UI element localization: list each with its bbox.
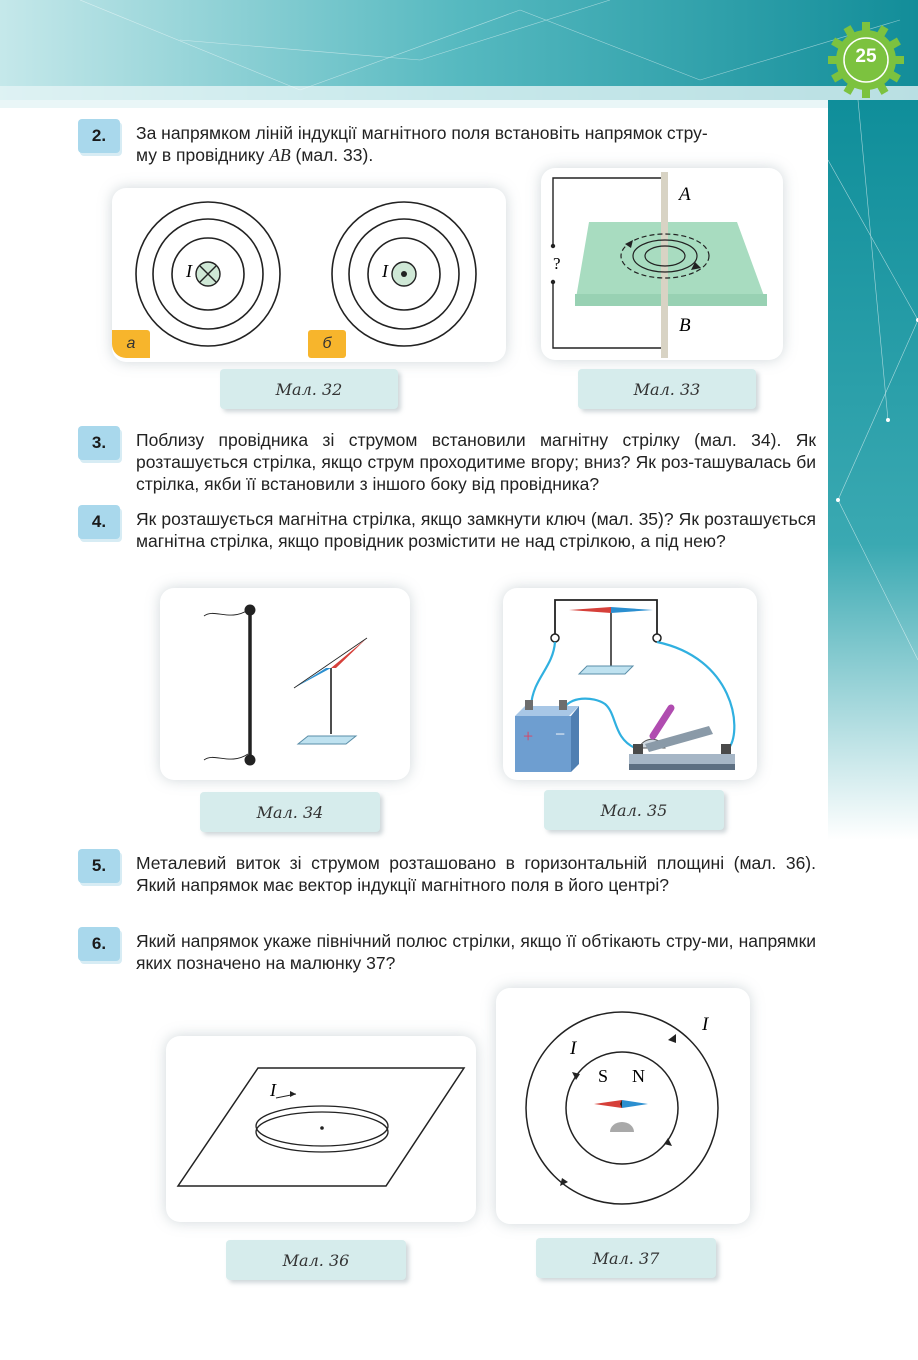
current-label-a: I bbox=[186, 261, 192, 281]
caption-fig-32: Мал. 32 bbox=[220, 369, 398, 409]
caption-fig-35: Мал. 35 bbox=[544, 790, 724, 830]
figure-37-drawing bbox=[496, 988, 750, 1224]
battery-plus: + bbox=[523, 726, 534, 746]
question-4-text: Як розташується магнітна стрілка, якщо замкнути ключ (мал. 35)? Як розташується магнітна стрілка, якщо провідник розмістити не над стрілкою, а під нею? bbox=[136, 509, 816, 551]
figure-33 bbox=[541, 168, 783, 360]
caption-fig-36: Мал. 36 bbox=[226, 1240, 406, 1280]
side-decoration bbox=[828, 100, 918, 840]
question-number-6: 6. bbox=[78, 927, 120, 961]
question-number-5: 5. bbox=[78, 849, 120, 883]
needle-stand bbox=[610, 1122, 634, 1132]
switch-handle bbox=[653, 708, 671, 736]
caption-fig-37: Мал. 37 bbox=[536, 1238, 716, 1278]
pole-s-label: S bbox=[598, 1066, 609, 1086]
question-number-4: 4. bbox=[78, 505, 120, 539]
question-3-text: Поблизу провідника зі струмом встановили магнітну стрілку (мал. 34). Як розташується стрілка, якщо струм проходитиме вгору; вниз? Як роз-ташувалась би стрілка, якби її встановили з іншого боку від провідника? bbox=[136, 430, 816, 494]
figure-35-drawing bbox=[503, 588, 757, 780]
page-number: 25 bbox=[855, 46, 877, 67]
caption-fig-34: Мал. 34 bbox=[200, 792, 380, 832]
needle-blue bbox=[294, 668, 331, 688]
question-5-text: Металевий виток зі струмом розташовано в горизонтальній площині (мал. 36). Який напрямок має вектор індукції магнітного поля в його центрі? bbox=[136, 853, 816, 895]
caption-fig-33: Мал. 33 bbox=[578, 369, 756, 409]
figure-37 bbox=[496, 988, 750, 1224]
figure-32-label-a: а bbox=[112, 330, 150, 358]
question-number-3: 3. bbox=[78, 426, 120, 460]
header-banner bbox=[0, 0, 918, 108]
question-2-text: За напрямком ліній індукції магнітного поля встановіть напрямок стру- му в провіднику AB (мал. 33). bbox=[136, 123, 708, 165]
figure-34 bbox=[160, 588, 410, 780]
point-a-label: A bbox=[679, 184, 691, 205]
figure-35 bbox=[503, 588, 757, 780]
figure-33-drawing bbox=[541, 168, 783, 360]
figure-32 bbox=[112, 188, 506, 362]
battery-minus: − bbox=[555, 724, 566, 744]
pole-n-label: N bbox=[632, 1066, 645, 1086]
unknown-source-label: ? bbox=[553, 254, 561, 273]
figure-34-drawing bbox=[160, 588, 410, 780]
current-label-b: I bbox=[382, 261, 388, 281]
figure-36 bbox=[166, 1036, 476, 1222]
current-label-outer: I bbox=[702, 1014, 709, 1035]
point-b-label: B bbox=[679, 315, 691, 336]
current-label: I bbox=[270, 1080, 276, 1100]
question-number-2: 2. bbox=[78, 119, 120, 153]
figure-32-label-b: б bbox=[308, 330, 346, 358]
current-label-inner: I bbox=[570, 1038, 577, 1059]
figure-36-drawing bbox=[166, 1036, 476, 1222]
needle-red bbox=[331, 638, 367, 668]
question-6-text: Який напрямок укаже північний полюс стрілки, якщо її обтікають стру-ми, напрямки яких позначено на малюнку 37? bbox=[136, 931, 816, 973]
variable-ab: AB bbox=[269, 145, 291, 165]
